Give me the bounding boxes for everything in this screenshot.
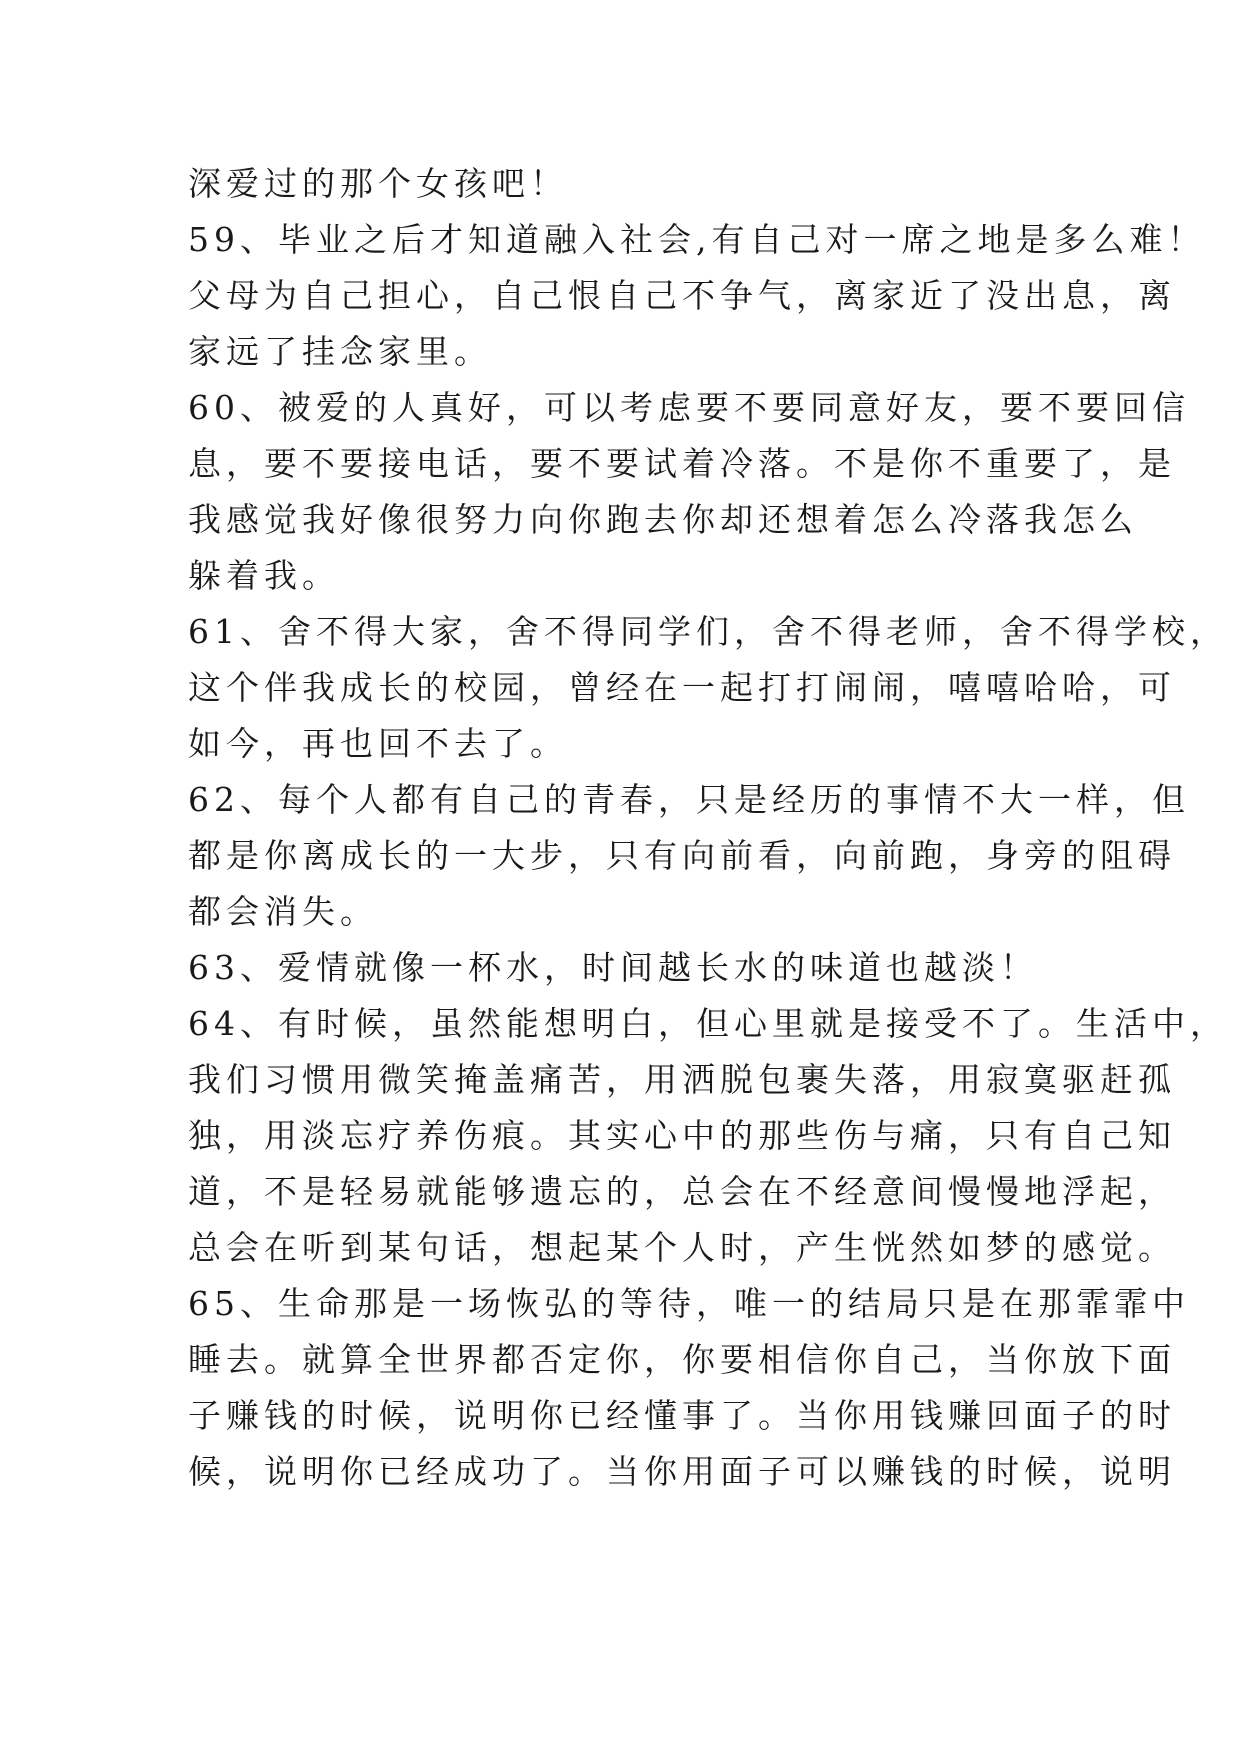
text-line: 子赚钱的时候，说明你已经懂事了。当你用钱赚回面子的时 (188, 1396, 1176, 1435)
text-line: 61、舍不得大家，舍不得同学们，舍不得老师，舍不得学校， (188, 612, 1228, 651)
text-line: 都会消失。 (188, 892, 378, 931)
text-line: 躲着我。 (188, 556, 340, 595)
text-line: 65、生命那是一场恢弘的等待，唯一的结局只是在那霏霏中 (188, 1284, 1190, 1323)
text-line: 59、毕业之后才知道融入社会,有自己对一席之地是多么难！ (188, 220, 1206, 259)
text-line: 睡去。就算全世界都否定你，你要相信你自己，当你放下面 (188, 1340, 1176, 1379)
text-line: 息，要不要接电话，要不要试着冷落。不是你不重要了，是 (188, 444, 1176, 483)
body-text (188, 156, 1228, 1500)
text-line: 深爱过的那个女孩吧！ (188, 164, 568, 203)
text-line: 我感觉我好像很努力向你跑去你却还想着怎么冷落我怎么 (188, 500, 1138, 539)
text-line: 都是你离成长的一大步，只有向前看，向前跑，身旁的阻碍 (188, 836, 1176, 875)
text-line: 63、爱情就像一杯水，时间越长水的味道也越淡！ (188, 948, 1038, 987)
text-line: 62、每个人都有自己的青春，只是经历的事情不大一样，但 (188, 780, 1190, 819)
text-line: 这个伴我成长的校园，曾经在一起打打闹闹，嘻嘻哈哈，可 (188, 668, 1176, 707)
text-line: 60、被爱的人真好，可以考虑要不要同意好友，要不要回信 (188, 388, 1190, 427)
text-line: 如今，再也回不去了。 (188, 724, 568, 763)
text-line: 家远了挂念家里。 (188, 332, 492, 371)
text-line: 64、有时候，虽然能想明白，但心里就是接受不了。生活中， (188, 1004, 1228, 1043)
text-line: 道，不是轻易就能够遗忘的，总会在不经意间慢慢地浮起， (188, 1172, 1176, 1211)
text-line: 独，用淡忘疗养伤痕。其实心中的那些伤与痛，只有自己知 (188, 1116, 1176, 1155)
text-line: 候，说明你已经成功了。当你用面子可以赚钱的时候，说明 (188, 1452, 1176, 1491)
text-line: 总会在听到某句话，想起某个人时，产生恍然如梦的感觉。 (188, 1228, 1176, 1267)
text-line: 我们习惯用微笑掩盖痛苦，用洒脱包裹失落，用寂寞驱赶孤 (188, 1060, 1176, 1099)
text-line: 父母为自己担心，自己恨自己不争气，离家近了没出息，离 (188, 276, 1176, 315)
